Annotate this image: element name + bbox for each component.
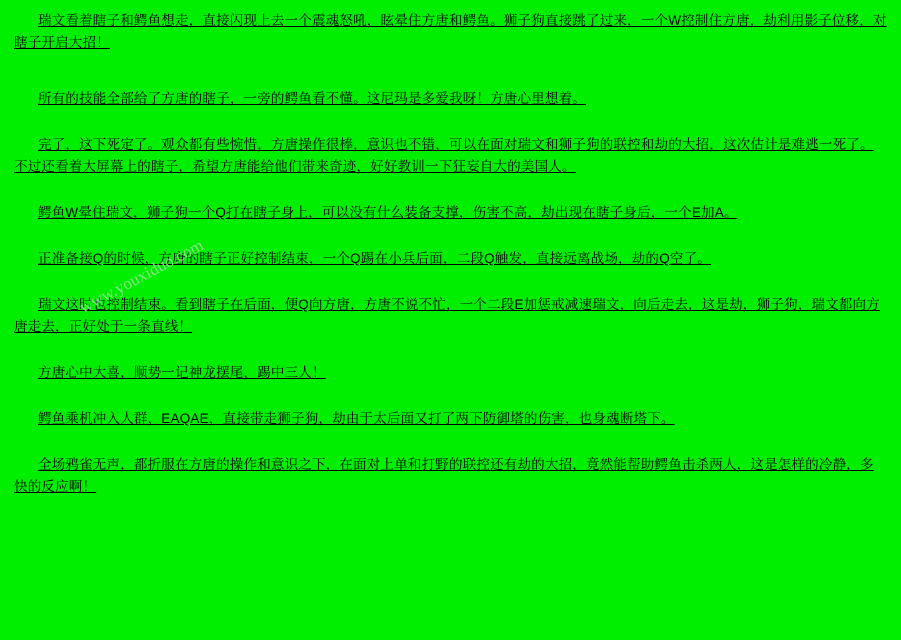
paragraph: 所有的技能全部给了方唐的瞎子，一旁的鳄鱼看不懂。这尼玛是多爱我呀！方唐心里想着。: [38, 91, 586, 106]
watermark-text: www.youxiduo.com: [76, 235, 207, 317]
paragraph: 瑞文看着瞎子和鳄鱼想走，直接闪现上去一个震魂怒吼，眩晕住方唐和鳄鱼。狮子狗直接跳了过来，一个W控制住方唐，劫利用影子位移，对瞎子开启大招！: [14, 13, 887, 50]
paragraph: 全场鸦雀无声，都折服在方唐的操作和意识之下，在面对上单和打野的联控还有劫的大招，竟然能帮助鳄鱼击杀两人，这是怎样的冷静，多快的反应啊！: [14, 457, 874, 494]
paragraph: 瑞文这时也控制结束。看到瞎子在后面，便Q向方唐，方唐不说不忙，一个二段E加惩戒减速瑞文，向后走去，这是劫，狮子狗，瑞文都向方唐走去，正好处于一条直线！: [14, 297, 880, 334]
paragraph: 完了，这下死定了。观众都有些惋惜，方唐操作很棒，意识也不错，可以在面对瑞文和狮子狗的联控和劫的大招，这次估计是难逃一死了。不过还看着大屏幕上的瞎子，希望方唐能给他们带来奇迹，好好教训一下狂妄自大的美国人。: [14, 137, 874, 174]
paragraph: 鳄鱼W晕住瑞文，狮子狗一个Q打在瞎子身上，可以没有什么装备支撑，伤害不高，劫出现在瞎子身后，一个E加A。: [38, 205, 738, 220]
paragraph: 方唐心中大喜，顺势一记神龙摆尾，踢中三人！: [38, 365, 326, 380]
paragraph: 鳄鱼乘机冲入人群，EAQAE，直接带走狮子狗，劫由于太后面又打了两下防御塔的伤害，也身魂断塔下。: [38, 411, 675, 426]
paragraph: 正准备接Q的时候，方唐的瞎子正好控制结束，一个Q踢在小兵后面，二段Q触发，直接远离战场，劫的Q空了。: [38, 251, 712, 266]
